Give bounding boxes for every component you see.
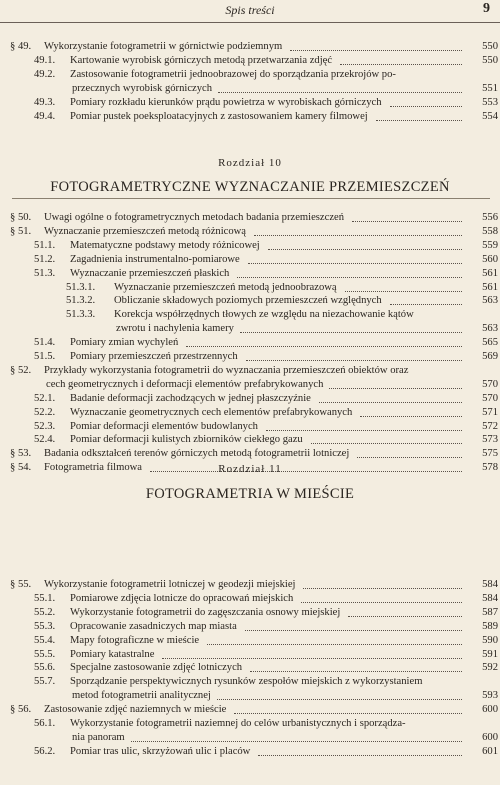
toc-entry-title[interactable]: [44, 447, 351, 460]
chapter-rule: [12, 198, 490, 199]
toc-leader-dots: [246, 359, 462, 361]
toc-entry-number: 56.2.: [34, 745, 56, 757]
toc-entry-number: 55.5.: [34, 648, 56, 660]
toc-entry-title[interactable]: [70, 433, 305, 446]
toc-leader-dots: [290, 49, 462, 51]
toc-entry-title-text: Wyznaczanie przemieszczeń płaskich: [70, 267, 230, 279]
toc-leader-dots: [258, 754, 462, 756]
toc-leader-dots: [340, 63, 462, 65]
toc-entry-title-text: Sporządzanie perspektywicznych rysunków zespołów miejskich z wykorzystaniem: [70, 676, 423, 688]
toc-entry-number: 51.3.1.: [66, 281, 96, 293]
toc-entry-title[interactable]: [70, 717, 408, 730]
toc-entry-title[interactable]: [44, 225, 248, 238]
toc-entry-number: 55.2.: [34, 606, 56, 618]
toc-entry-number: 55.3.: [34, 620, 56, 632]
toc-entry-number: 51.3.: [34, 267, 56, 279]
toc-entry-number: § 55.: [10, 579, 32, 590]
toc-entry-page: 593: [482, 690, 498, 702]
toc-leader-dots: [207, 643, 462, 645]
toc-leader-dots: [348, 615, 462, 617]
toc-entry-title-text: Pomiarowe zdjęcia lotnicze do opracowań miejskich: [70, 592, 294, 604]
toc-leader-dots: [345, 290, 462, 292]
toc-entry-page: 560: [482, 253, 498, 265]
toc-entry-number: 51.5.: [34, 351, 56, 362]
toc-entry-title[interactable]: [44, 364, 410, 377]
toc-leader-dots: [254, 234, 462, 236]
toc-entry-title-text: Pomiar deformacji kulistych zbiorników ciekłego gazu: [70, 434, 303, 446]
toc-leader-dots: [245, 629, 462, 631]
toc-entry-page: 573: [482, 434, 498, 446]
toc-entry-page: 561: [482, 281, 498, 293]
toc-entry-title-text: Korekcja współrzędnych tłowych ze względu na niezachowanie kątów: [114, 309, 414, 321]
toc-entry-title-text: Pomiar pustek poeksploatacyjnych z zastosowaniem kamery filmowej: [70, 110, 368, 122]
toc-leader-dots: [240, 331, 462, 333]
toc-entry-page: 553: [482, 96, 498, 108]
toc-entry-number: 51.1.: [34, 239, 56, 251]
toc-entry-page: 589: [482, 620, 498, 632]
toc-entry-page: 571: [482, 406, 498, 418]
toc-entry-number: 56.1.: [34, 718, 56, 729]
toc-entry-title-text: Wyznaczanie przemieszczeń metodą różnicową: [44, 225, 246, 237]
toc-entry-title-text: Przykłady wykorzystania fotogrametrii do wyznaczania przemieszczeń obiektów oraz: [44, 364, 409, 376]
toc-entry-title[interactable]: [44, 211, 346, 224]
toc-leader-dots: [218, 91, 462, 93]
toc-entry-title-continuation: metod fotogrametrii analitycznej: [72, 690, 211, 702]
toc-entry-number: 55.1.: [34, 592, 56, 604]
toc-entry-title[interactable]: [70, 54, 334, 67]
toc-entry-title[interactable]: [70, 267, 231, 280]
page-number: 9: [483, 1, 490, 16]
toc-entry-number: 52.4.: [34, 434, 56, 446]
toc-entry-title-text: Zastosowanie fotogrametrii jednoobrazowej do sporządzania przekrojów po-: [70, 68, 396, 80]
toc-entry-number: § 51.: [10, 225, 32, 237]
toc-entry-number: 49.3.: [34, 96, 56, 108]
toc-entry-number: § 54.: [10, 462, 32, 474]
toc-entry-title-text: Pomiary zmian wychyleń: [70, 337, 179, 349]
toc-entry-number: § 49.: [10, 41, 32, 52]
toc-leader-dots: [186, 345, 462, 347]
toc-entry-title-text: Pomiary przemieszczeń przestrzennych: [70, 351, 238, 362]
toc-entry-title[interactable]: [70, 68, 398, 81]
toc-leader-dots: [131, 740, 462, 742]
toc-leader-dots: [357, 456, 462, 458]
toc-leader-dots: [301, 601, 462, 603]
toc-entry-title[interactable]: [70, 648, 156, 661]
toc-entry-title-continuation: zwrotu i nachylenia kamery: [116, 323, 234, 335]
toc-entry-title-continuation: cech geometrycznych i deformacji elementów prefabrykowanych: [46, 378, 324, 390]
toc-entry-number: 55.7.: [34, 676, 56, 688]
toc-entry-page: 565: [482, 337, 498, 349]
toc-entry-number: § 53.: [10, 448, 32, 460]
toc-entry-title[interactable]: [70, 350, 240, 363]
toc-entry-title[interactable]: [44, 703, 228, 716]
toc-entry-title-text: Opracowanie zasadniczych map miasta: [70, 620, 237, 632]
toc-leader-dots: [248, 262, 462, 264]
toc-entry-number: 52.2.: [34, 406, 56, 418]
toc-entry-title[interactable]: [114, 308, 416, 321]
toc-entry-title[interactable]: [70, 420, 260, 433]
toc-entry-title-text: Badanie deformacji zachodzących w jednej płaszczyźnie: [70, 392, 311, 404]
toc-entry-title-continuation: nia panoram: [72, 731, 125, 743]
toc-entry-title-text: Wyznaczanie przemieszczeń metodą jednoobrazową: [114, 281, 337, 293]
toc-entry-number: 49.1.: [34, 54, 56, 66]
toc-entry-number: 51.3.2.: [66, 295, 96, 307]
toc-entry-number: 51.4.: [34, 337, 56, 349]
toc-entry-page: 591: [482, 648, 498, 660]
toc-entry-title[interactable]: [44, 40, 284, 53]
toc-entry-page: 590: [482, 634, 498, 646]
toc-entry-title-text: Obliczanie składowych poziomych przemieszczeń względnych: [114, 295, 382, 307]
toc-entry-page: 578: [482, 462, 498, 474]
toc-entry-page: 558: [482, 225, 498, 237]
toc-leader-dots: [390, 303, 462, 305]
toc-leader-dots: [360, 415, 462, 417]
toc-entry-title-text: Pomiary katastralne: [70, 648, 155, 660]
toc-entry-number: § 56.: [10, 704, 32, 716]
toc-entry-title[interactable]: [44, 578, 297, 591]
toc-leader-dots: [352, 220, 462, 222]
toc-entry-title[interactable]: [70, 620, 239, 633]
toc-entry-title-text: Pomiary rozkładu kierunków prądu powietrza w wyrobiskach górniczych: [70, 96, 382, 108]
toc-entry-page: 584: [482, 579, 498, 590]
toc-entry-number: 55.4.: [34, 634, 56, 646]
toc-entry-page: 550: [482, 41, 498, 52]
toc-leader-dots: [319, 401, 462, 403]
chapter-title: FOTOGRAMETRYCZNE WYZNACZANIE PRZEMIESZCZEŃ: [50, 179, 450, 195]
chapter-label: Rozdział 11: [218, 463, 282, 475]
toc-leader-dots: [237, 276, 462, 278]
toc-entry-title-text: Wykorzystanie fotogrametrii do zagęszczania osnowy miejskiej: [70, 606, 341, 618]
toc-entry-number: 55.6.: [34, 662, 56, 674]
toc-entry-title-text: Wykorzystanie fotogrametrii naziemnej do celów urbanistycznych i sporządza-: [70, 718, 406, 729]
toc-entry-number: 51.2.: [34, 253, 56, 265]
toc-entry-title[interactable]: [114, 294, 384, 307]
toc-entry-page: 563: [482, 323, 498, 335]
toc-leader-dots: [266, 429, 462, 431]
toc-entry-page: 592: [482, 662, 498, 674]
toc-entry-title[interactable]: [70, 406, 354, 419]
toc-entry-title-text: Specjalne zastosowanie zdjęć lotniczych: [70, 662, 243, 674]
toc-entry-page: 556: [482, 212, 498, 223]
chapter-label: Rozdział 10: [218, 157, 282, 169]
toc-entry-title-text: Pomiar tras ulic, skrzyżowań ulic i placów: [70, 745, 251, 757]
toc-entry-title[interactable]: [70, 336, 180, 349]
running-header-title: Spis treści: [225, 3, 275, 17]
toc-entry-title-text: Uwagi ogólne o fotogrametrycznych metodach badania przemieszczeń: [44, 212, 345, 223]
toc-entry-number: § 52.: [10, 364, 32, 376]
toc-entry-page: 587: [482, 606, 498, 618]
toc-entry-title-text: Kartowanie wyrobisk górniczych metodą przetwarzania zdjęć: [70, 54, 333, 66]
toc-entry-page: 575: [482, 448, 498, 460]
toc-leader-dots: [390, 105, 462, 107]
toc-leader-dots: [311, 442, 462, 444]
toc-leader-dots: [268, 248, 462, 250]
toc-entry-title[interactable]: [70, 606, 342, 619]
toc-entry-number: 49.2.: [34, 68, 56, 80]
toc-leader-dots: [303, 587, 462, 589]
toc-entry-title[interactable]: [70, 661, 244, 674]
toc-entry-page: 561: [482, 267, 498, 279]
toc-entry-page: 551: [482, 82, 498, 94]
toc-entry-page: 569: [482, 351, 498, 362]
toc-entry-title-text: Pomiar deformacji elementów budowlanych: [70, 420, 258, 432]
toc-entry-title-text: Mapy fotograficzne w mieście: [70, 634, 200, 646]
toc-entry-title[interactable]: [70, 96, 384, 109]
toc-entry-page: 570: [482, 378, 498, 390]
toc-entry-title-text: Wykorzystanie fotogrametrii lotniczej w geodezji miejskiej: [44, 579, 296, 590]
toc-entry-title-text: Matematyczne podstawy metody różnicowej: [70, 239, 260, 251]
toc-entry-title[interactable]: [70, 592, 295, 605]
toc-entry-title-text: Wyznaczanie geometrycznych cech elementów prefabrykowanych: [70, 406, 353, 418]
toc-entry-number: 49.4.: [34, 110, 56, 122]
toc-leader-dots: [329, 387, 462, 389]
toc-entry-title[interactable]: [70, 634, 201, 647]
toc-entry-page: 550: [482, 54, 498, 66]
toc-entry-title[interactable]: [70, 239, 262, 252]
toc-entry-number: 52.1.: [34, 392, 56, 404]
toc-leader-dots: [376, 119, 462, 121]
toc-entry-title-text: Zastosowanie zdjęć naziemnych w mieście: [44, 704, 227, 716]
toc-entry-number: 51.3.3.: [66, 309, 96, 321]
toc-entry-title[interactable]: [70, 392, 313, 405]
toc-entry-page: 554: [482, 110, 498, 122]
toc-leader-dots: [250, 670, 462, 672]
toc-entry-page: 559: [482, 239, 498, 251]
toc-entry-number: 52.3.: [34, 420, 56, 432]
toc-entry-title-text: Wykorzystanie fotogrametrii w górnictwie podziemnym: [44, 41, 283, 52]
toc-entry-title[interactable]: [70, 745, 252, 758]
toc-entry-page: 600: [482, 731, 498, 743]
toc-leader-dots: [162, 657, 462, 659]
toc-entry-page: 601: [482, 745, 498, 757]
toc-entry-title-text: Badania odkształceń terenów górniczych metodą fotogrametrii lotniczej: [44, 448, 350, 460]
toc-leader-dots: [217, 698, 462, 700]
toc-entry-number: § 50.: [10, 212, 32, 223]
toc-entry-title[interactable]: [70, 253, 242, 266]
toc-entry-page: 572: [482, 420, 498, 432]
toc-entry-title[interactable]: [70, 110, 370, 123]
toc-entry-page: 600: [482, 704, 498, 716]
chapter-title: FOTOGRAMETRIA W MIEŚCIE: [145, 486, 355, 502]
running-header: [0, 0, 500, 23]
toc-entry-title[interactable]: [114, 281, 339, 294]
toc-entry-title-continuation: przecznych wyrobisk górniczych: [72, 82, 213, 94]
toc-entry-page: 570: [482, 392, 498, 404]
toc-leader-dots: [234, 712, 462, 714]
toc-entry-title-text: Fotogrametria filmowa: [44, 462, 142, 474]
toc-entry-title[interactable]: [70, 675, 424, 688]
toc-entry-page: 584: [482, 592, 498, 604]
toc-entry-title-text: Zagadnienia instrumentalno-pomiarowe: [70, 253, 240, 265]
toc-entry-page: 563: [482, 295, 498, 307]
